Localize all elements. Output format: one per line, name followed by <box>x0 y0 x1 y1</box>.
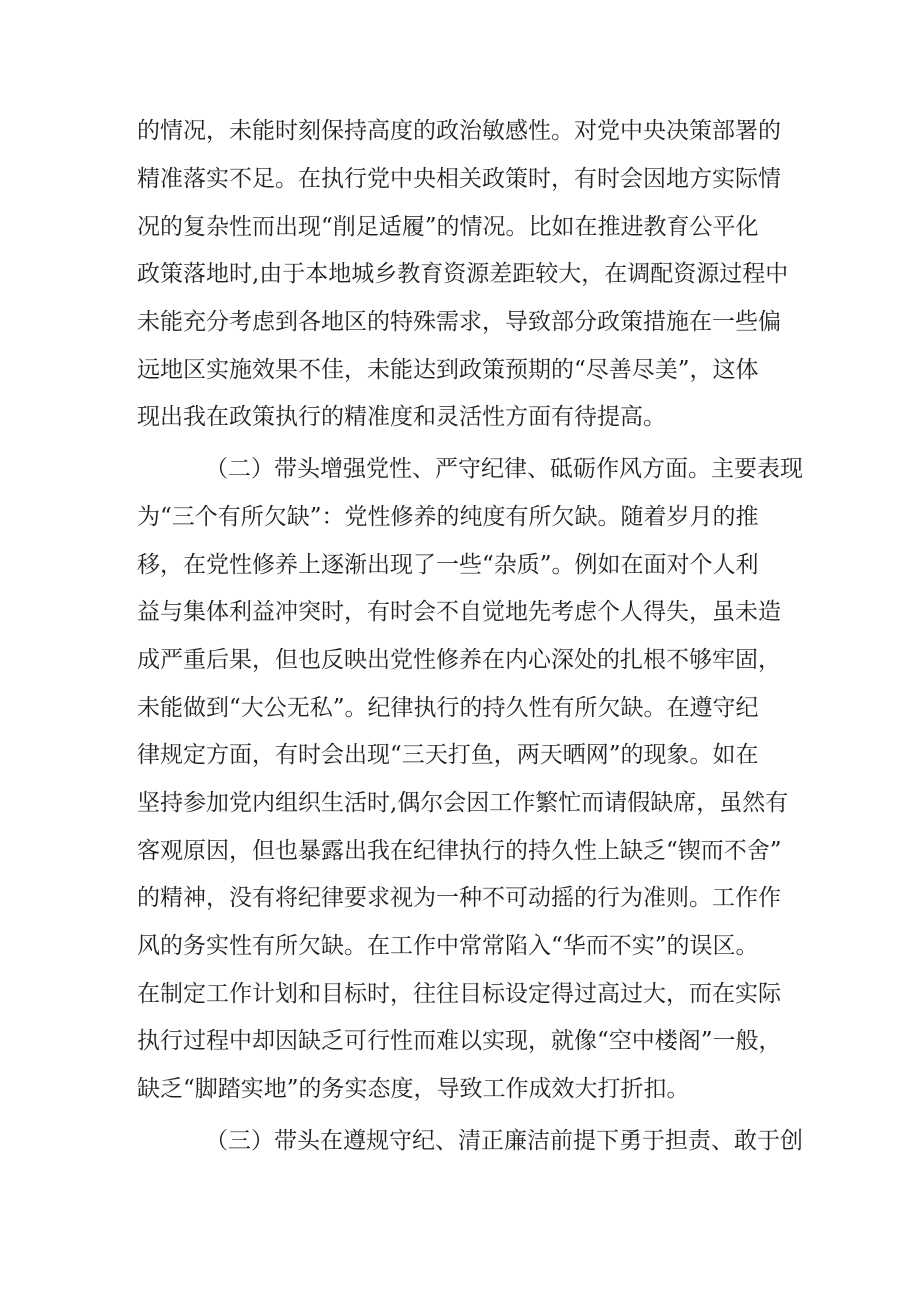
text-line: 风的务实性有所欠缺。在工作中常常陷入“华而不实”的误区。 <box>137 933 759 959</box>
text-line: 益与集体利益冲突时，有时会不自觉地先考虑个人得失，虽未造 <box>137 599 781 625</box>
text-line: 精准落实不足。在执行党中央相关政策时，有时会因地方实际情 <box>137 166 781 192</box>
text-line: 坚持参加党内组织生活时,偶尔会因工作繁忙而请假缺席，虽然有 <box>137 790 789 816</box>
text-line: 现出我在政策执行的精准度和灵活性方面有待提高。 <box>137 404 666 430</box>
text-line: 客观原因，但也暴露出我在纪律执行的持久性上缺乏“锲而不舍” <box>137 838 782 864</box>
text-line: 为“三个有所欠缺”：党性修养的纯度有所欠缺。随着岁月的推 <box>137 504 759 530</box>
text-line: 移，在党性修养上逐渐出现了一些“杂质”。例如在面对个人利 <box>137 552 759 578</box>
text-line: 执行过程中却因缺乏可行性而难以实现，就像“空中楼阁”一般， <box>137 1028 782 1054</box>
section-heading-3: （三）带头在遵规守纪、清正廉洁前提下勇于担责、敢于创 <box>205 1128 803 1154</box>
text-line: 况的复杂性而出现“削足适履”的情况。比如在推进教育公平化 <box>137 214 759 240</box>
text-line: 远地区实施效果不佳，未能达到政策预期的“尽善尽美”，这体 <box>137 357 759 383</box>
text-line: 律规定方面，有时会出现“三天打鱼，两天晒网”的现象。如在 <box>137 742 759 768</box>
section-heading-2: （二）带头增强党性、严守纪律、砥砺作风方面。主要表现 <box>205 456 803 482</box>
text-line: 成严重后果，但也反映出党性修养在内心深处的扎根不够牢固， <box>137 647 781 673</box>
text-line: 政策落地时,由于本地城乡教育资源差距较大，在调配资源过程中 <box>137 261 789 287</box>
text-line: 在制定工作计划和目标时，往往目标设定得过高过大，而在实际 <box>137 981 781 1007</box>
text-line: 的情况，未能时刻保持高度的政治敏感性。对党中央决策部署的 <box>137 118 781 144</box>
text-line: 缺乏“脚踏实地”的务实态度，导致工作成效大打折扣。 <box>137 1076 690 1102</box>
text-line: 未能充分考虑到各地区的特殊需求，导致部分政策措施在一些偏 <box>137 309 781 335</box>
text-line: 未能做到“大公无私”。纪律执行的持久性有所欠缺。在遵守纪 <box>137 695 759 721</box>
text-line: 的精神，没有将纪律要求视为一种不可动摇的行为准则。工作作 <box>137 885 781 911</box>
